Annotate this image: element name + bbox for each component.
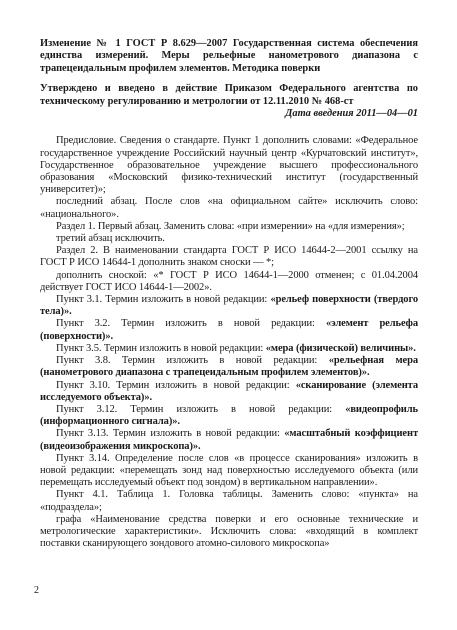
body-paragraph	[40, 294, 418, 318]
term-new-wording: «рельефная мера (нанометрового диапазона с трапецеидальным профилем элементов)».	[40, 355, 418, 379]
paragraph-text: Раздел 1. Первый абзац. Заменить слова: «при измерении» на «для измерения»;	[56, 220, 405, 232]
paragraph-text: дополнить сноской: «* ГОСТ Р ИСО 14644-1—2000 отменен; с 01.04.2004 действует ГОСТ ИСО 14644-1—2002».	[40, 269, 418, 293]
term-new-wording: «рельеф поверхности (твердого тела)».	[40, 294, 418, 318]
paragraph-text: Пункт 3.1. Термин изложить в новой редакции:	[56, 294, 271, 306]
effective-date: Дата введения 2011—04—01	[285, 108, 418, 120]
paragraph-text: Пункт 3.14. Определение после слов «в процессе сканирования» изложить в новой редакции: «перемещать зонд над поверхностью исследуемого объекта (или перемещать исследуемый объект под зондом) в вертикальном направлении».	[40, 452, 418, 489]
paragraph-text: Пункт 3.8. Термин изложить в новой редакции:	[56, 355, 329, 367]
paragraph-text: Пункт 3.10. Термин изложить в новой редакции:	[56, 379, 296, 391]
approval-statement: Утверждено и введено в действие Приказом Федерального агентства по техническому регулированию и метрологии от 12.11.2010 № 468-ст	[40, 83, 418, 107]
amendment-title: Изменение № 1 ГОСТ Р 8.629—2007 Государственная система обеспечения единства измерений. Меры рельефные нанометрового диапазона с трапецеидальным профилем элементов. Методика поверки	[40, 38, 418, 74]
term-new-wording: «мера (физической) величины».	[265, 342, 416, 354]
paragraph-text: Пункт 3.12. Термин изложить в новой редакции:	[56, 403, 346, 415]
body-paragraph	[40, 489, 418, 513]
body-paragraph	[40, 245, 418, 269]
amendment-header	[40, 38, 418, 120]
body-paragraph	[40, 428, 418, 452]
amendment-body	[40, 135, 418, 550]
page-number: 2	[34, 585, 39, 596]
paragraph-text: Пункт 3.2. Термин изложить в новой редакции:	[56, 318, 326, 330]
paragraph-text: Предисловие. Сведения о стандарте. Пункт 1 дополнить словами: «Федеральное государственное учреждение Российский научный центр «Курчатовский институт», Государственное образовательное учреждение высшего профессионального образования «Московский физико-технический институт (государственный университет)»;	[40, 135, 418, 196]
term-new-wording: «элемент рельефа (поверхности)».	[40, 318, 418, 342]
term-new-wording: «масштабный коэффициент (видеоизображения микроскопа)».	[40, 428, 419, 452]
body-paragraph	[40, 355, 418, 379]
paragraph-text: Пункт 3.5. Термин изложить в новой редакции:	[56, 342, 266, 354]
body-paragraph	[40, 453, 418, 490]
paragraph-text: последний абзац. После слов «на официальном сайте» исключить слово: «национального».	[40, 196, 418, 220]
body-paragraph	[40, 343, 418, 355]
paragraph-text: Пункт 3.13. Термин изложить в новой редакции:	[56, 428, 285, 440]
paragraph-text: третий абзац исключить.	[56, 233, 165, 245]
body-paragraph	[40, 135, 418, 196]
paragraph-text: Раздел 2. В наименовании стандарта ГОСТ Р ИСО 14644-2—2001 ссылку на ГОСТ Р ИСО 14644-1 дополнить знаком сноски — *;	[40, 245, 418, 269]
term-new-wording: «видеопрофиль (информационного сигнала)».	[40, 403, 418, 428]
term-new-wording: «сканирование (элемента исследуемого объекта)».	[40, 379, 419, 403]
document-page	[40, 38, 418, 550]
body-paragraph	[40, 270, 418, 294]
body-paragraph	[40, 318, 418, 342]
paragraph-text: Пункт 4.1. Таблица 1. Головка таблицы. Заменить слово: «пункта» на «подраздела»;	[40, 489, 418, 513]
body-paragraph	[40, 514, 418, 551]
body-paragraph	[40, 404, 418, 428]
body-paragraph	[40, 221, 418, 233]
paragraph-text: графа «Наименование средства поверки и его основные технические и метрологические характеристики». Исключить слова: «входящий в комплект поставки сканирующего зондового атомно-силового микроскопа»	[40, 513, 418, 550]
body-paragraph	[40, 196, 418, 220]
body-paragraph	[40, 380, 418, 404]
body-paragraph	[40, 233, 418, 245]
